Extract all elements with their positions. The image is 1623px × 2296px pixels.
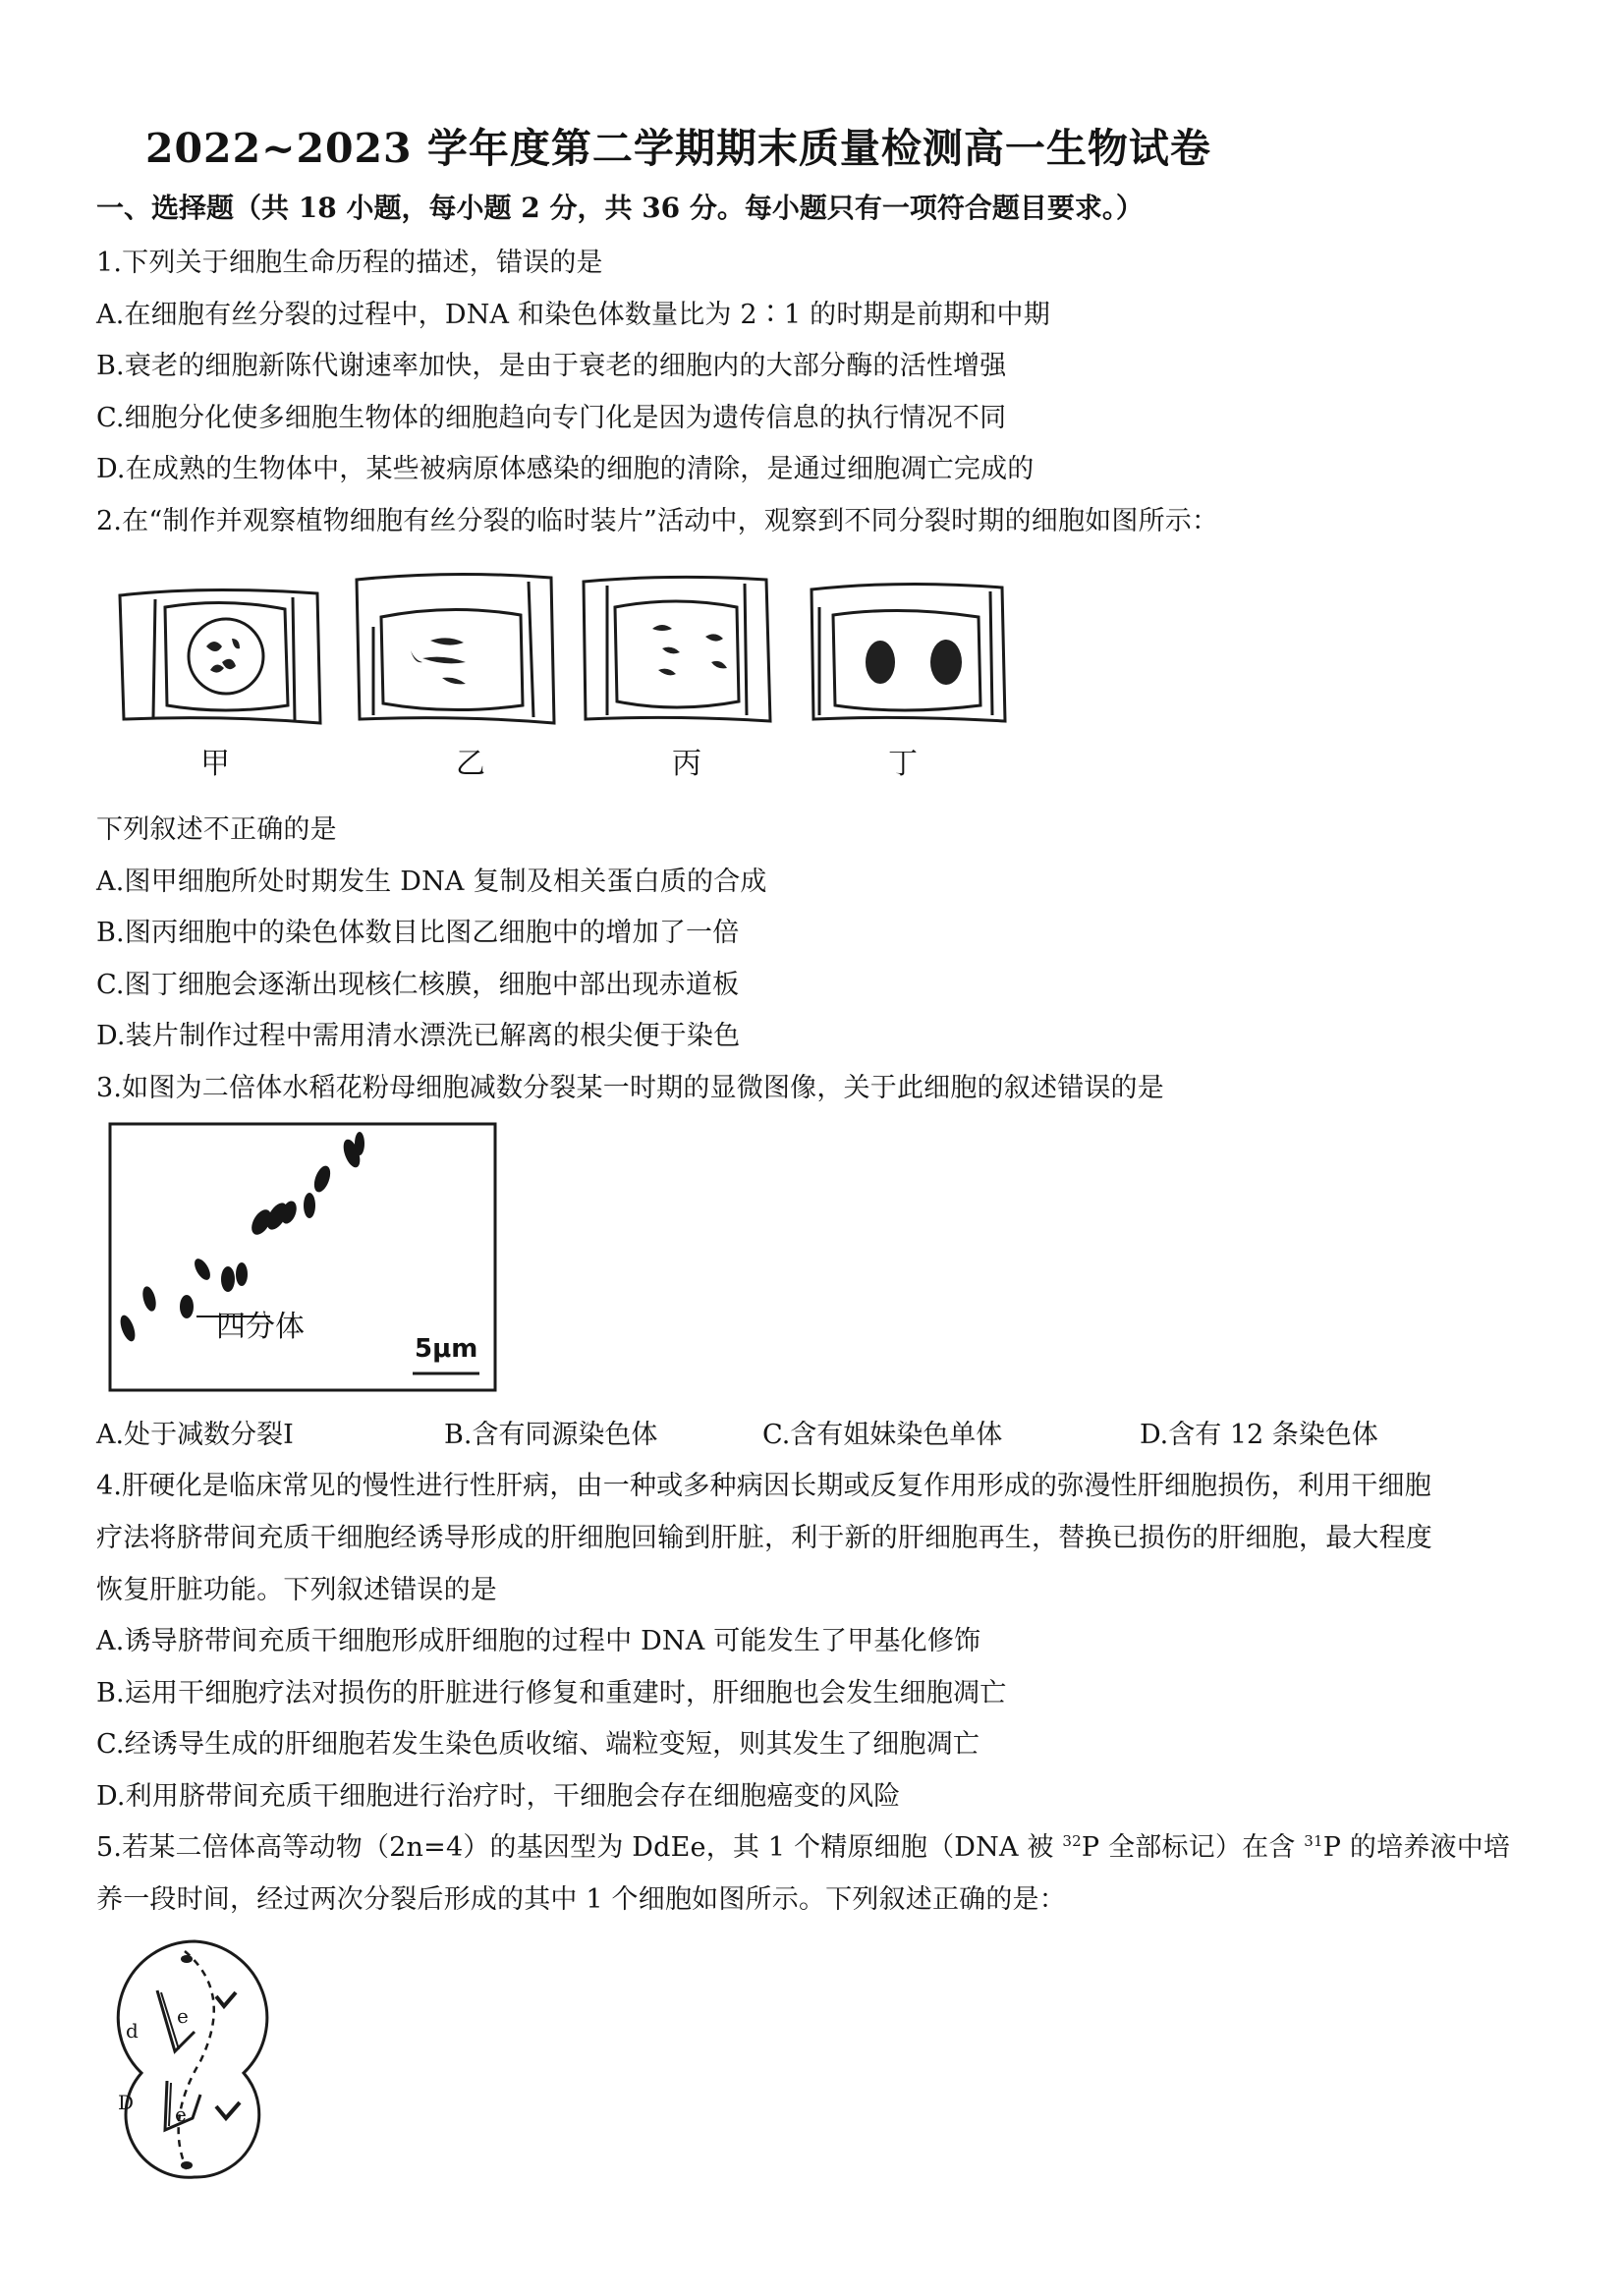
q1-option-d: D.在成熟的生物体中，某些被病原体感染的细胞的清除，是通过细胞凋亡完成的 [96,454,1035,484]
q3-option-c: C.含有姐妹染色单体 [762,1420,1003,1450]
cell-panel-jia [120,589,320,723]
q5-isotope-32: 32 [1062,1832,1082,1850]
q3-tetrad-label: 四分体 [216,1310,305,1344]
q1-stem: 1.下列关于细胞生命历程的描述，错误的是 [96,248,603,278]
q5-stem-line-2: 养一段时间，经过两次分裂后形成的其中 1 个细胞如图所示。下列叙述正确的是： [96,1884,1066,1915]
cell-panel-ding [812,584,1005,721]
q5-isotope-31: 31 [1304,1832,1323,1850]
q5-label-D: D [118,2091,135,2114]
q3-option-a: A.处于减数分裂Ⅰ [96,1420,294,1450]
section-header: 一、选择题（共 18 小题，每小题 2 分，共 36 分。每小题只有一项符合题目要求。） [96,192,1144,224]
q1-option-c: C.细胞分化使多细胞生物体的细胞趋向专门化是因为遗传信息的执行情况不同 [96,403,1007,433]
q4-option-b: B.运用干细胞疗法对损伤的肝脏进行修复和重建时，肝细胞也会发生细胞凋亡 [96,1678,1007,1708]
q4-option-d: D.利用脐带间充质干细胞进行治疗时，干细胞会存在细胞癌变的风险 [96,1781,901,1812]
q5-stem-part-2: P 全部标记）在含 [1081,1832,1305,1863]
q5-label-e-upper: e [177,2004,189,2028]
q5-label-d: d [126,2019,139,2043]
q2-option-a: A.图甲细胞所处时期发生 DNA 复制及相关蛋白质的合成 [96,867,767,897]
q2-label-yi: 乙 [456,747,485,781]
q5-stem-part-1: 5.若某二倍体高等动物（2n=4）的基因型为 DdEe，其 1 个精原细胞（DNA 被 [96,1832,1063,1863]
q5-label-e-lower: e [175,2102,187,2126]
q3-scale-label: 5μm [415,1334,478,1364]
q5-stem-line-1 [96,1825,1510,1864]
q2-label-bing: 丙 [672,747,701,781]
q2-option-b: B.图丙细胞中的染色体数目比图乙细胞中的增加了一倍 [96,918,740,948]
q5-cell-diagram [106,1933,283,2187]
q1-option-b: B.衰老的细胞新陈代谢速率加快，是由于衰老的细胞内的大部分酶的活性增强 [96,351,1007,381]
q3-option-d: D.含有 12 条染色体 [1140,1420,1378,1450]
cell-panel-bing [584,577,770,721]
q2-stem: 2.在“制作并观察植物细胞有丝分裂的临时装片”活动中，观察到不同分裂时期的细胞如图所示： [96,506,1219,536]
cell-panel-yi [357,574,554,723]
q2-lead: 下列叙述不正确的是 [96,814,337,845]
exam-title: 2022~2023 学年度第二学期期末质量检测高一生物试卷 [145,125,1211,172]
q4-stem-line-2: 疗法将脐带间充质干细胞经诱导形成的肝细胞回输到肝脏，利于新的肝细胞再生，替换已损伤的肝细胞，最大程度 [96,1523,1432,1553]
q2-option-d: D.装片制作过程中需用清水漂洗已解离的根尖便于染色 [96,1021,741,1051]
q4-option-a: A.诱导脐带间充质干细胞形成肝细胞的过程中 DNA 可能发生了甲基化修饰 [96,1626,981,1656]
q2-mitosis-figure [116,568,1020,730]
q5-stem-part-3: P 的培养液中培 [1322,1832,1511,1863]
q2-label-jia: 甲 [200,747,230,781]
q3-option-b: B.含有同源染色体 [444,1420,658,1450]
q4-option-c: C.经诱导生成的肝细胞若发生染色质收缩、端粒变短，则其发生了细胞凋亡 [96,1729,980,1760]
q2-option-c: C.图丁细胞会逐渐出现核仁核膜，细胞中部出现赤道板 [96,970,740,1000]
q3-stem: 3.如图为二倍体水稻花粉母细胞减数分裂某一时期的显微图像，关于此细胞的叙述错误的是 [96,1073,1164,1103]
q4-stem-line-3: 恢复肝脏功能。下列叙述错误的是 [96,1575,497,1605]
q4-stem-line-1: 4.肝硬化是临床常见的慢性进行性肝病，由一种或多种病因长期或反复作用形成的弥漫性肝细胞损伤，利用干细胞 [96,1471,1431,1501]
q2-label-ding: 丁 [888,747,918,781]
q1-option-a: A.在细胞有丝分裂的过程中，DNA 和染色体数量比为 2∶1 的时期是前期和中期 [96,300,1050,330]
